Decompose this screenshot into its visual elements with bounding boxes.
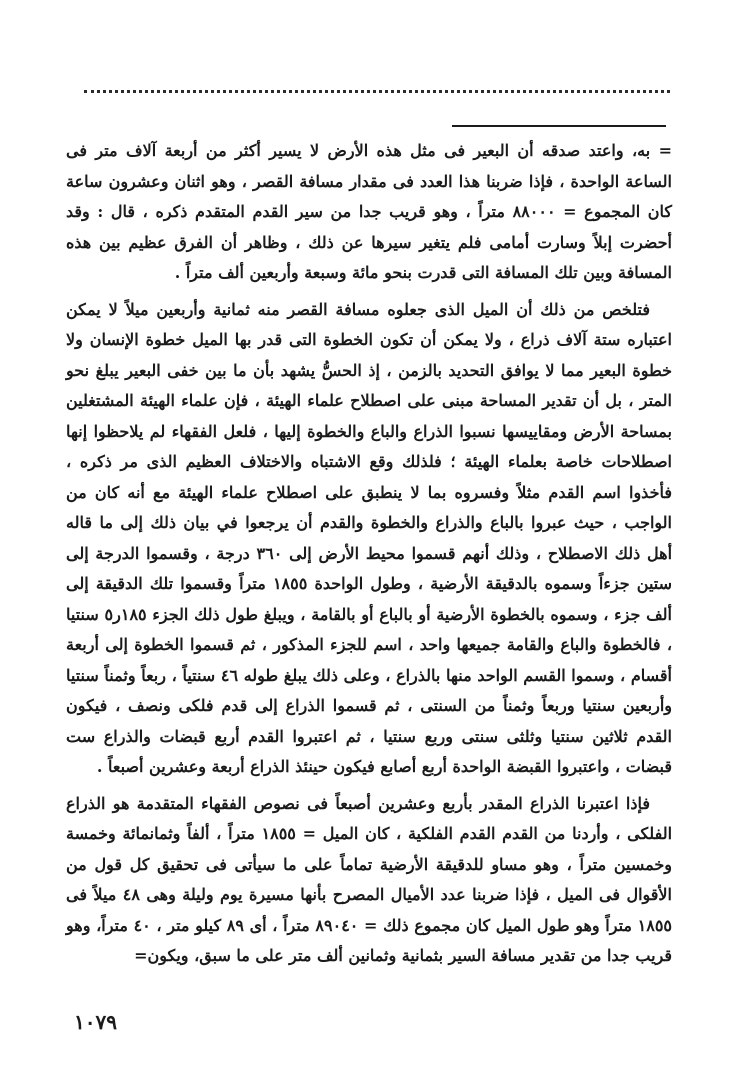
page-body — [66, 136, 672, 972]
footnote-separator-rule — [452, 125, 666, 127]
paragraph-3: فإذا اعتبرنا الذراع المقدر بأربع وعشرين أصبعاً فى نصوص الفقهاء المتقدمة هو الذراع الفلكى ، وأردنا من القدم القدم الفلكية ، كان الميل = ١٨٥٥ متراً ، ألفاً وثمانمائة وخمسة وخمسين متراً ، وهو مساو للدقيقة الأرضية تماماً على ما سيأتى فى تحقيق كل قول من الأقوال فى الميل ، فإذا ضربنا عدد الأميال المصرح بأنها مسيرة يوم وليلة وهى ٤٨ ميلاً فى ١٨٥٥ متراً وهو طول الميل كان مجموع ذلك = ٨٩٠٤٠ متراً ، أى ٨٩ كيلو متر ، ٤٠ متراً، وهو قريب جدا من تقدير مسافة السير بثمانية وثمانين ألف متر على ما سبق، ويكون= — [66, 793, 673, 965]
paragraph-2: فتلخص من ذلك أن الميل الذى جعلوه مسافة القصر منه ثمانية وأربعين ميلاً لا يمكن اعتباره ستة آلاف ذراع ، ولا يمكن أن تكون الخطوة التى قدر بها الميل خطوة الإنسان ولا خطوة البعير مما لا يوافق التحديد بالزمن ، إذ الحسُّ يشهد بأن ما بين خفى البعير يبلغ نحو المتر ، بل أن تقدير المساحة مبنى على اصطلاح علماء الهيئة ، فإن علماء الهيئة المشتغلين بمساحة الأرض ومقاييسها نسبوا الذراع والباع والخطوة إليها ، فلعل الفقهاء لم يلاحظوا إنها اصطلاحات خاصة بعلماء الهيئة ؛ فلذلك وقع الاشتباه والاختلاف العظيم الذى مر ذكره ، فأخذوا اسم القدم مثلاً وفسروه بما لا ينطبق على اصطلاح علماء الهيئة مع أنه كان من الواجب ، حيث عبروا بالباع والذراع والخطوة والقدم أن يرجعوا في بيان ذلك إلى ما قاله أهل ذلك الاصطلاح ، وذلك أنهم قسموا محيط الأرض إلى ٣٦٠ درجة ، وقسموا الدرجة إلى ستين جزءاً وسموه بالدقيقة الأرضية ، وطول الواحدة ١٨٥٥ متراً وقسموا تلك الدقيقة إلى ألف جزء ، وسموه بالخطوة الأرضية أو بالباع أو بالقامة ، ويبلغ طول ذلك الجزء ١٨٥ر٥ سنتيا ، فالخطوة والباع والقامة جميعها واحد ، اسم للجزء المذكور ، ثم قسموا الخطوة إلى أربعة أقسام ، وسموا القسم الواحد منها بالذراع ، وعلى ذلك يبلغ طوله ٤٦ سنتياً ، ربعاً وثمناً سنتيا وأربعين سنتيا وربعاً وثمناً من السنتى ، ثم قسموا الذراع إلى قدم فلكى ونصف ، فيكون القدم ثلاثين سنتيا وثلثى سنتى وربع سنتيا ، ثم اعتبروا القدم أربع قبضات والذراع ست قبضات ، واعتبروا القبضة الواحدة أربع أصابع فيكون حينئذ الذراع أربعة وعشرين أصبعاً . — [66, 299, 673, 776]
paragraph-1: = به، واعتد صدقه أن البعير فى مثل هذه الأرض لا يسير أكثر من أربعة آلاف متر فى الساعة الواحدة ، فإذا ضربنا هذا العدد فى مقدار مسافة القصر ، وهو اثنان وعشرون ساعة كان المجموع = ٨٨٠٠٠ متراً ، وهو قريب جدا من سير القدم المتقدم ذكره ، قال : وقد أحضرت إبلاً وسارت أمامى فلم يتغير سيرها عن ذلك ، وظاهر أن الفرق عظيم بين هذه المسافة وبين تلك المسافة التى قدرت بنحو مائة وسبعة وأربعين ألف متراً . — [66, 141, 672, 282]
header-dotted-rule — [84, 90, 670, 93]
page-number: ١٠٧٩ — [74, 1010, 117, 1034]
